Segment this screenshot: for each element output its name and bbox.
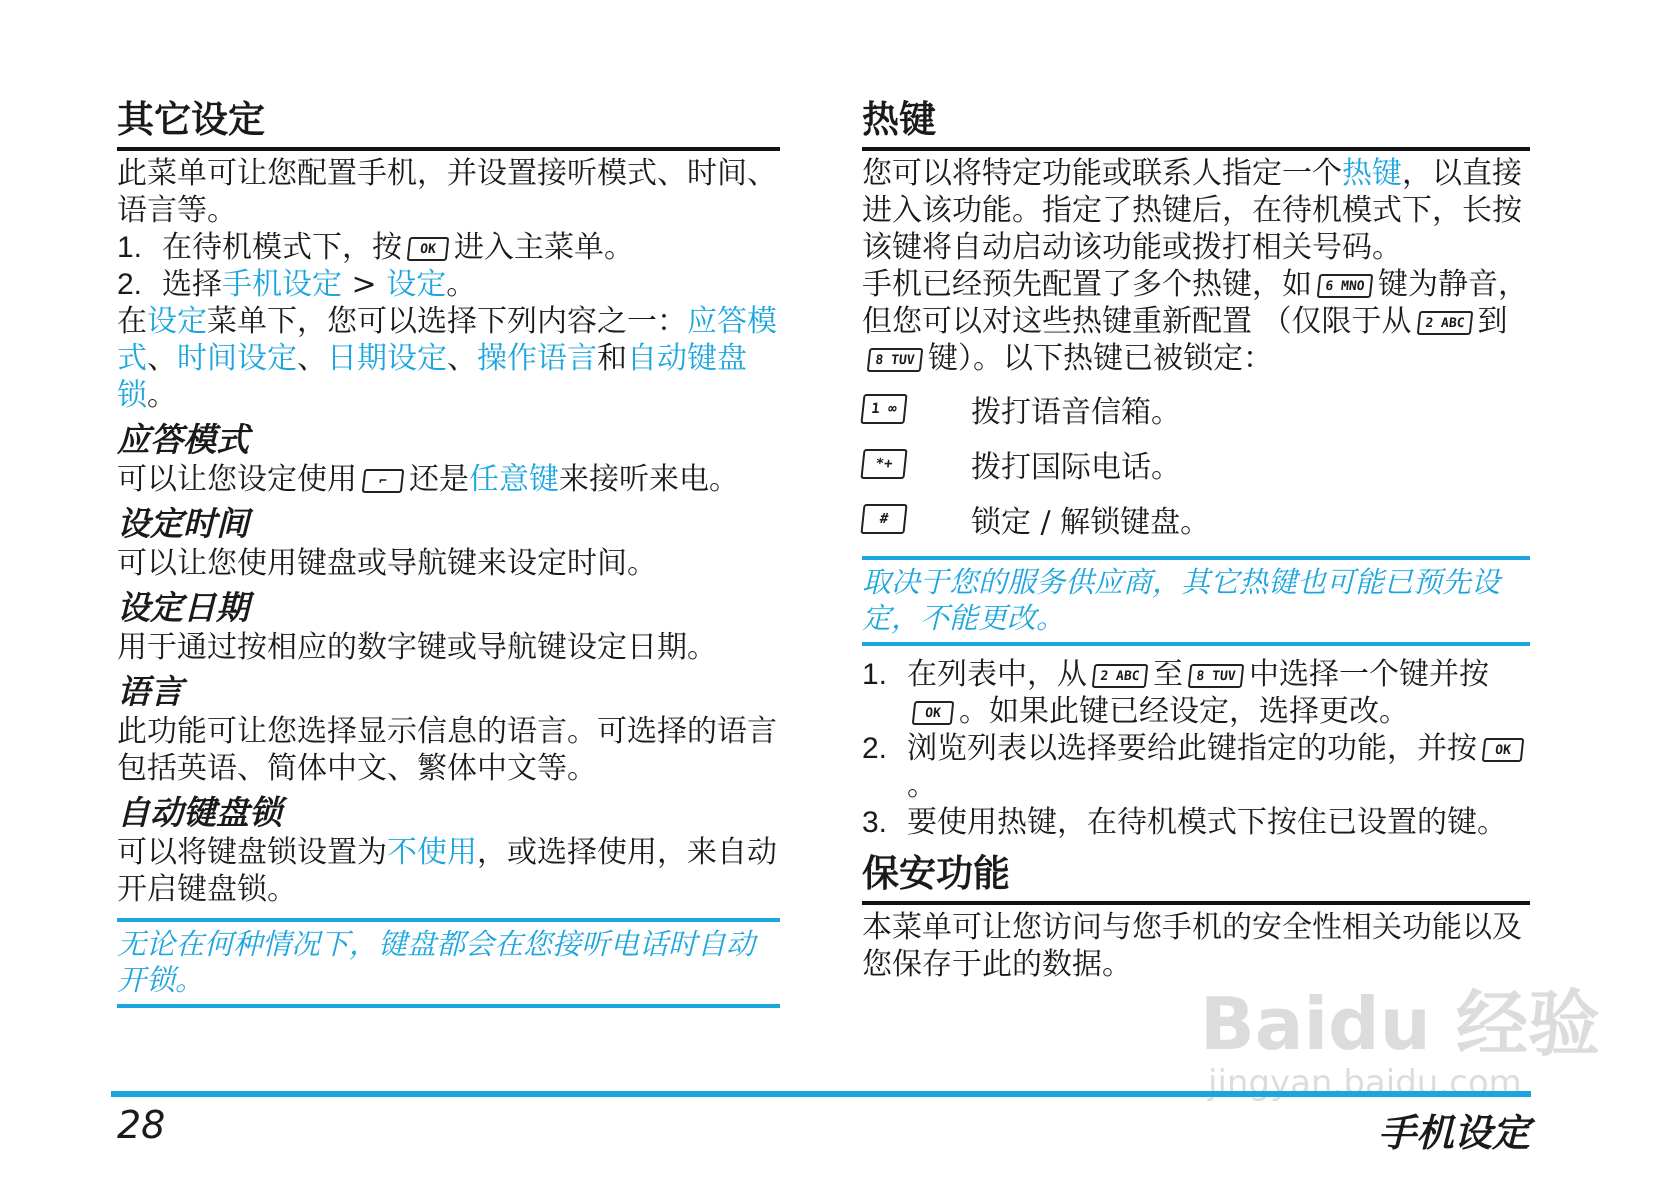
step-number: 2. [862,732,888,765]
text-run: 键为静音，但您可以对这些热键重新配置 （仅限于从 [862,267,1528,339]
highlight-term: 不使用 [387,835,477,870]
text-run: 。 [147,378,177,413]
text-run: 、 [147,341,177,376]
step-text: 中选择一个键并按 [1249,657,1489,692]
step-number: 1. [862,658,888,691]
subheading-auto-keylock: 自动键盘锁 [117,793,282,832]
highlight-term: 时间设定 [177,341,297,376]
locked-hotkeys-list [862,381,1530,546]
set-time-text: 可以让您使用键盘或导航键来设定时间。 [117,546,657,581]
step-text: 在列表中，从 [907,657,1087,692]
highlight-term: 应答模式 [117,304,777,376]
step-text: 。如果此键已经设定，选择更改。 [959,694,1409,729]
ok-key-icon: OK [912,701,955,725]
menu-link-settings: 设定 [386,267,447,302]
text-run: 还是 [409,462,469,497]
menu-options-paragraph [117,303,780,414]
text-run: 可以将键盘锁设置为 [117,835,387,870]
intro-paragraph: 此菜单可让您配置手机，并设置接听模式、时间、语言等。 [117,156,777,228]
subheading-answer-mode: 应答模式 [117,420,249,459]
text-run: 键）。以下热键已被锁定： [928,341,1273,376]
right-column [862,95,1530,983]
step-2 [117,266,780,303]
hotkey-description: 拨打语音信箱。 [971,394,1181,430]
list-item [862,436,1530,491]
step-text: 在待机模式下，按 [162,230,402,265]
list-item [862,381,1530,436]
watermark-logo: Baidu 经验 [1200,982,1601,1066]
step-number: 3. [862,806,888,839]
text-run: 手机已经预先配置了多个热键，如 [862,267,1312,302]
ok-key-icon: OK [407,237,450,261]
step-text: > [342,267,387,302]
list-item [862,491,1530,546]
section-title-other-settings: 其它设定 [117,95,780,151]
hotkeys-intro-paragraph [862,155,1530,266]
hotkeys-preset-paragraph [862,266,1530,377]
step-text: 要使用热键，在待机模式下按住已设置的键。 [907,805,1507,840]
key-2-icon: 2 ABC [1416,311,1473,335]
step-3 [862,804,1530,841]
footer-section-name: 手机设定 [1377,1111,1530,1155]
step-number: 1. [117,231,143,264]
language-text: 此功能可让您选择显示信息的语言。可选择的语言包括英语、简体中文、繁体中文等。 [117,714,777,786]
text-run: 来接听来电。 [559,462,739,497]
highlight-term: 设定 [147,304,207,339]
text-run: 可以让您设定使用 [117,462,357,497]
text-run: 、 [447,341,477,376]
note-box-provider: 取决于您的服务供应商，其它热键也可能已预先设定，不能更改。 [862,556,1530,646]
step-1 [862,656,1530,730]
text-run: 在 [117,304,147,339]
send-key-icon: ⌐ [362,469,405,493]
page-number: 28 [117,1103,166,1147]
key-1-voicemail-icon: 1 ∞ [860,394,907,424]
key-2-icon: 2 ABC [1092,664,1149,688]
subheading-set-time: 设定时间 [117,504,249,543]
footer-rule [111,1091,1531,1097]
subheading-set-date: 设定日期 [117,588,249,627]
text-run: 、 [297,341,327,376]
step-2 [862,730,1530,804]
text-run: ，或选择使用，来自动开启键盘锁。 [117,835,777,907]
subheading-language: 语言 [117,672,183,711]
text-run: 到 [1477,304,1508,339]
step-text: 进入主菜单。 [454,230,634,265]
answer-mode-text [117,461,780,498]
menu-link-phone-settings: 手机设定 [222,267,342,302]
ok-key-icon: OK [1482,738,1525,762]
security-text: 本菜单可让您访问与您手机的安全性相关功能以及您保存于此的数据。 [862,910,1522,982]
key-8-icon: 8 TUV [1188,664,1245,688]
text-run: 您可以将特定功能或联系人指定一个 [862,156,1342,191]
step-text: 。 [907,768,937,803]
text-run: 和 [597,341,627,376]
step-text: 。 [446,267,477,302]
highlight-term: 自动键盘锁 [117,341,747,413]
highlight-term: 日期设定 [327,341,447,376]
section-title-security: 保安功能 [862,849,1530,905]
watermark-url: jingyan.baidu.com [1208,1063,1522,1103]
step-number: 2. [117,268,143,301]
note-box-keylock: 无论在何种情况下，键盘都会在您接听电话时自动开锁。 [117,918,780,1008]
section-title-hotkeys: 热键 [862,95,1530,151]
key-star-icon: *+ [860,449,907,479]
step-1 [117,229,780,266]
key-hash-icon: # [860,504,907,534]
step-text: 选择 [162,267,222,302]
key-8-icon: 8 TUV [867,348,924,372]
set-date-text: 用于通过按相应的数字键或导航键设定日期。 [117,630,717,665]
text-run: 菜单下，您可以选择下列内容之一： [207,304,687,339]
step-text: 至 [1153,657,1183,692]
highlight-term: 热键 [1342,156,1402,191]
left-column [117,95,780,1018]
key-6-icon: 6 MNO [1317,274,1374,298]
highlight-term: 操作语言 [477,341,597,376]
hotkey-description: 拨打国际电话。 [971,449,1181,485]
step-text: 浏览列表以选择要给此键指定的功能，并按 [907,731,1477,766]
hotkey-description: 锁定 / 解锁键盘。 [971,504,1211,540]
highlight-term: 任意键 [469,462,559,497]
auto-keylock-text [117,834,780,908]
text-run: ，以直接进入该功能。指定了热键后，在待机模式下，长按该键将自动启动该功能或拨打相关号码。 [862,156,1522,265]
